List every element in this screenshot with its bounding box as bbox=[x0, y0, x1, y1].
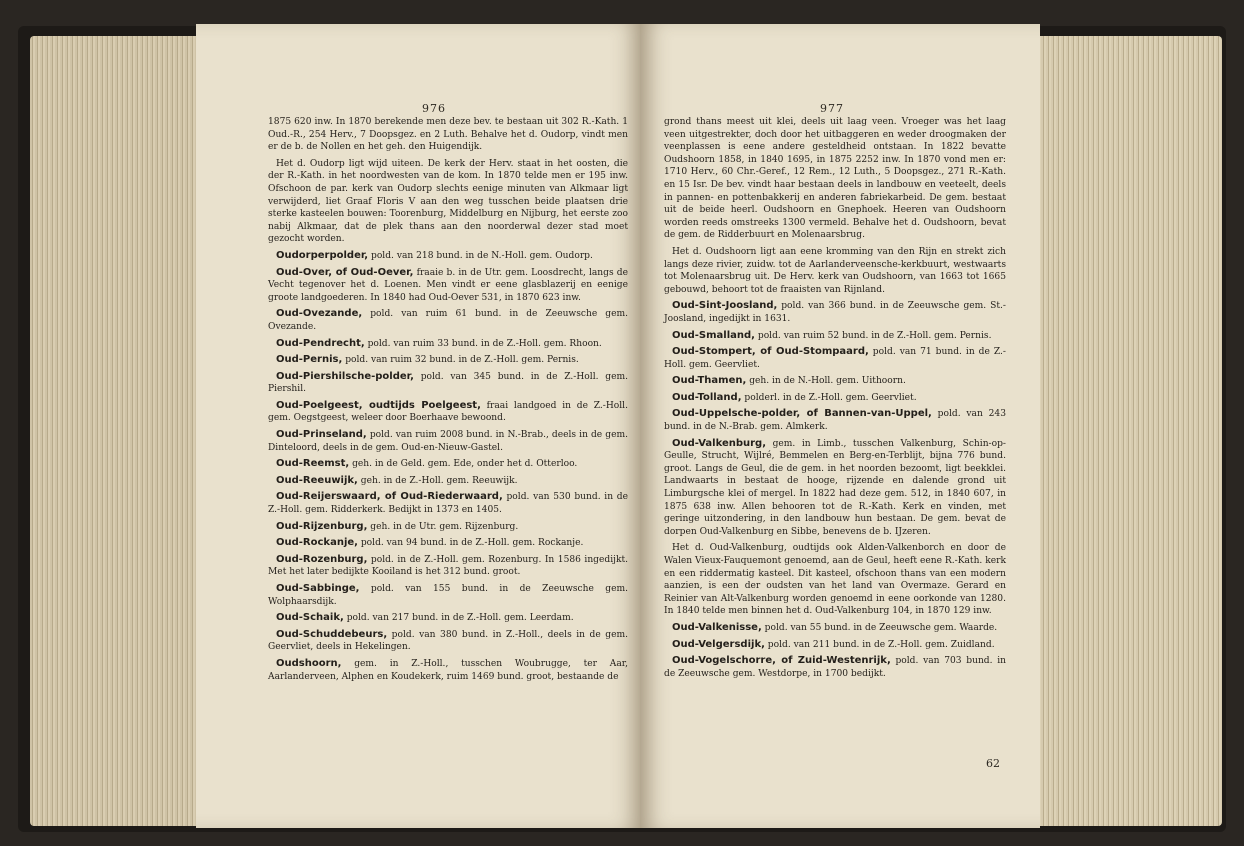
entry-text: pold. van 703 bund. in de Zeeuwsche gem. Westdorpe, in 1700 bedijkt. bbox=[664, 656, 1006, 679]
entry-head: Oud-Reeuwijk, bbox=[276, 474, 358, 486]
entry-head: Oud-Valkenisse, bbox=[672, 621, 762, 633]
entry-head: Oud-Pendrecht, bbox=[276, 337, 365, 349]
entry-head: Oud-Prinseland, bbox=[276, 429, 367, 441]
entry-text: geh. in de Geld. gem. Ede, onder het d. Otterloo. bbox=[352, 459, 578, 470]
entry bbox=[268, 308, 628, 333]
entry bbox=[268, 338, 628, 351]
entry-text: pold. van ruim 52 bund. in de Z.-Holl. gem. Pernis. bbox=[757, 330, 992, 341]
entry bbox=[664, 392, 1006, 405]
entry-text: pold. van 55 bund. in de Zeeuwsche gem. Waarde. bbox=[764, 622, 998, 633]
entry-head: Oud-Stompert, of Oud-Stompaard, bbox=[672, 346, 869, 358]
entry-text: pold. van 243 bund. in de N.-Brab. gem. Almkerk. bbox=[664, 409, 1006, 433]
entry bbox=[268, 400, 628, 425]
entry bbox=[268, 250, 628, 263]
entry bbox=[268, 521, 628, 534]
entry bbox=[664, 300, 1006, 325]
page-number-left: 976 bbox=[422, 102, 446, 115]
right-page-edges bbox=[1036, 36, 1222, 826]
entry-text: 1875 620 inw. In 1870 berekende men deze bev. te bestaan uit 302 R.-Kath. 1 Oud.-R., 254 Herv., 7 Doopsgez. en 2 Luth. Behalve het d. Oudorp, vindt men er de b. de Nollen en het geh. den Huigendijk. bbox=[268, 117, 628, 153]
right-page bbox=[640, 24, 1040, 828]
entry-text: pold. van 211 bund. in de Z.-Holl. gem. Zuidland. bbox=[767, 639, 995, 650]
entry-text: geh. in de Z.-Holl. gem. Reeuwijk. bbox=[360, 475, 518, 486]
entry-head: Oud-Vogelschorre, of Zuid-Westenrijk, bbox=[672, 655, 891, 667]
entry-text: pold. in de Z.-Holl. gem. Rozenburg. In 1586 ingedijkt. Met het later bedijkte Kooiland is het 312 bund. groot. bbox=[268, 554, 628, 578]
entry-text: fraai landgoed in de Z.-Holl. gem. Oegstgeest, weleer door Boerhaave bewoond. bbox=[268, 400, 628, 424]
entry bbox=[664, 655, 1006, 680]
entry-text: pold. van 530 bund. in de Z.-Holl. gem. Ridderkerk. Bedijkt in 1373 en 1405. bbox=[268, 492, 629, 516]
entry bbox=[664, 330, 1006, 343]
entry-head: Oud-Reemst, bbox=[276, 458, 350, 470]
entry bbox=[664, 438, 1006, 539]
entry bbox=[268, 583, 628, 608]
entry bbox=[268, 612, 628, 625]
left-page bbox=[196, 24, 642, 828]
entry-text: Het d. Oud-Valkenburg, oudtijds ook Alden-Valkenborch en door de Walen Vieux-Fauquemont genoemd, aan de Geul, heeft eene R.-Kath. kerk en een riddermatig kasteel. Dit kasteel, ofschoon thans van een modern aanzien, is een der oudsten van het land van Overmaze. Gerard en Reinier van Alt-Valkenburg worden genoemd in eene oorkonde van 1280. In 1840 telde men binnen het d. Oud-Valkenburg 104, in 1870 129 inw. bbox=[664, 543, 1006, 617]
right-column bbox=[664, 116, 1006, 680]
entry-head: Oud-Uppelsche-polder, of Bannen-van-Uppel, bbox=[672, 408, 932, 420]
entry-text: pold. van 155 bund. in de Zeeuwsche gem. Wolphaarsdijk. bbox=[268, 584, 628, 607]
entry bbox=[268, 267, 628, 305]
entry-head: Oud-Pernis, bbox=[276, 354, 343, 366]
entry-text: pold. van ruim 61 bund. in de Zeeuwsche gem. Ovezande. bbox=[268, 309, 628, 332]
entry bbox=[664, 375, 1006, 388]
entry-head: Oudshoorn, bbox=[276, 657, 342, 669]
entry-text: fraaie b. in de Utr. gem. Loosdrecht, langs de Vecht tegenover het d. Loenen. Men vindt er eene glasblazerij en eenige groote landgoederen. In 1840 had Oud-Oever 531, in 1870 623 inw. bbox=[268, 267, 628, 303]
entry bbox=[664, 639, 1006, 652]
entry-text: geh. in de N.-Holl. gem. Uithoorn. bbox=[749, 376, 906, 387]
entry-text: pold. van 218 bund. in de N.-Holl. gem. Oudorp. bbox=[371, 250, 593, 261]
entry-text: pold. van ruim 2008 bund. in N.-Brab., deels in de gem. Dinteloord, deels in de gem. Oud-en-Nieuw-Gastel. bbox=[268, 430, 628, 453]
entry-head: Oud-Thamen, bbox=[672, 375, 747, 387]
entry bbox=[664, 408, 1006, 433]
entry bbox=[664, 116, 1006, 242]
entry bbox=[268, 554, 628, 579]
left-column bbox=[268, 116, 628, 683]
entry-text: polderl. in de Z.-Holl. gem. Geervliet. bbox=[744, 392, 917, 403]
entry-head: Oud-Sint-Joosland, bbox=[672, 300, 778, 312]
entry bbox=[664, 542, 1006, 618]
entry-head: Oud-Sabbinge, bbox=[276, 583, 360, 594]
entry-text: pold. van ruim 32 bund. in de Z.-Holl. gem. Pernis. bbox=[345, 355, 579, 366]
entry bbox=[664, 346, 1006, 371]
entry bbox=[268, 116, 628, 154]
entry-text: Het d. Oudshoorn ligt aan eene kromming van den Rijn en strekt zich langs deze rivier, zuidw. tot de Aarlanderveensche-kerkbuurt, westwaarts tot Molenaarsbrug uit. De Herv. kerk van Oudshoorn, van 1663 tot 1665 gebouwd, behoort tot de fraaisten van Rijnland. bbox=[664, 246, 1006, 295]
entry bbox=[664, 622, 1006, 635]
entry-head: Oud-Schaik, bbox=[276, 612, 344, 624]
entry-head: Oud-Tolland, bbox=[672, 391, 742, 403]
entry-text: pold. van 345 bund. in de Z.-Holl. gem. Piershil. bbox=[268, 371, 628, 395]
signature-mark: 62 bbox=[986, 757, 1000, 770]
entry-text: pold. van 71 bund. in de Z.-Holl. gem. Geervliet. bbox=[664, 347, 1006, 370]
entry bbox=[268, 458, 628, 471]
entry-text: pold. van ruim 33 bund. in de Z.-Holl. gem. Rhoon. bbox=[367, 338, 602, 349]
entry-head: Oudorperpolder, bbox=[276, 249, 369, 261]
entry-text: gem. in Limb., tusschen Valkenburg, Schin-op-Geulle, Strucht, Wijlré, Bemmelen en Berg-en-Terblijt, bijna 776 bund. groot. Langs de Geul, die de gem. in het noorden bezoomt, ligt beekklei. Landwaarts in bestaat de hooge, rijzende en dalende grond uit Limburgsche klei of mergel. In 1822 had deze gem. 512, in 1840 607, in 1875 638 inw. Allen behooren tot de R.-Kath. Kerk en vinden, met geringe uitzondering, in den landbouw hun bestaan. De gem. bevat de dorpen Oud-Valkenburg en Sibbe, benevens de b. IJzeren. bbox=[664, 438, 1006, 537]
entry bbox=[268, 475, 628, 488]
entry-head: Oud-Velgersdijk, bbox=[672, 638, 765, 650]
entry-text: Het d. Oudorp ligt wijd uiteen. De kerk der Herv. staat in het oosten, die der R.-Kath. in het noordwesten van de kom. In 1870 telde men er 195 inw. Ofschoon de par. kerk van Oudorp slechts eenige minuten van Alkmaar ligt verwijderd, liet Graaf Floris V aan den weg tusschen beide plaatsen drie sterke kasteelen bouwen: Toorenburg, Middelburg en Nijburg, het eerste zoo nabij Alkmaar, dat de plek thans aan den noorderwal dezer stad moet gezocht worden. bbox=[268, 158, 628, 245]
entry-head: Oud-Valkenburg, bbox=[672, 437, 767, 449]
entry-head: Oud-Smalland, bbox=[672, 329, 755, 341]
entry-text: grond thans meest uit klei, deels uit laag veen. Vroeger was het laag veen uitgestrekter, doch door het uitbaggeren en weder droogmaken der veenplassen is eene andere gesteldheid ontstaan. In 1822 bevatte Oudshoorn 1858, in 1840 1695, in 1875 2252 inw. In 1870 vond men er: 1710 Herv., 60 Chr.-Geref., 12 Rem., 12 Luth., 5 Doopsgez., 271 R.-Kath. en 15 Isr. De bev. vindt haar bestaan deels in landbouw en veeteelt, deels in pannen- en pottenbakkerij en anderen fabriekarbeid. De gem. bestaat uit de beide heerl. Oudshoorn en Gnephoek. Heeren van Oudshoorn worden reeds omstreeks 1300 vermeld. Behalve het d. Oudshoorn, bevat de gem. de Ridderbuurt en Molenaarsbrug. bbox=[664, 117, 1006, 241]
entry-head: Oud-Reijerswaard, of Oud-Riederwaard, bbox=[276, 491, 503, 503]
entry bbox=[268, 429, 628, 454]
entry bbox=[268, 491, 628, 516]
entry-text: pold. van 217 bund. in de Z.-Holl. gem. Leerdam. bbox=[346, 613, 574, 624]
entry bbox=[268, 371, 628, 396]
entry-text: gem. in Z.-Holl., tusschen Woubrugge, ter Aar, Aarlanderveen, Alphen en Koudekerk, ruim 1469 bund. groot, bestaande de bbox=[268, 658, 628, 682]
entry bbox=[268, 354, 628, 367]
entry bbox=[268, 158, 628, 246]
entry bbox=[268, 629, 628, 654]
page-number-right: 977 bbox=[820, 102, 844, 115]
entry-head: Oud-Over, of Oud-Oever, bbox=[276, 266, 414, 278]
entry-head: Oud-Ovezande, bbox=[276, 308, 363, 320]
entry-head: Oud-Poelgeest, oudtijds Poelgeest, bbox=[276, 399, 481, 411]
entry-head: Oud-Rozenburg, bbox=[276, 553, 368, 565]
entry-text: geh. in de Utr. gem. Rijzenburg. bbox=[370, 521, 519, 532]
entry-text: pold. van 366 bund. in de Zeeuwsche gem. St.-Joosland, ingedijkt in 1631. bbox=[664, 301, 1006, 324]
entry bbox=[664, 246, 1006, 296]
entry bbox=[268, 658, 628, 683]
entry-head: Oud-Rijzenburg, bbox=[276, 520, 368, 532]
entry bbox=[268, 537, 628, 550]
entry-head: Oud-Rockanje, bbox=[276, 537, 358, 549]
entry-text: pold. van 380 bund. in Z.-Holl., deels in de gem. Geervliet, deels in Hekelingen. bbox=[268, 629, 628, 653]
entry-head: Oud-Piershilsche-polder, bbox=[276, 370, 414, 382]
entry-text: pold. van 94 bund. in de Z.-Holl. gem. Rockanje. bbox=[360, 538, 584, 549]
left-page-edges bbox=[30, 36, 202, 826]
entry-head: Oud-Schuddebeurs, bbox=[276, 628, 388, 640]
